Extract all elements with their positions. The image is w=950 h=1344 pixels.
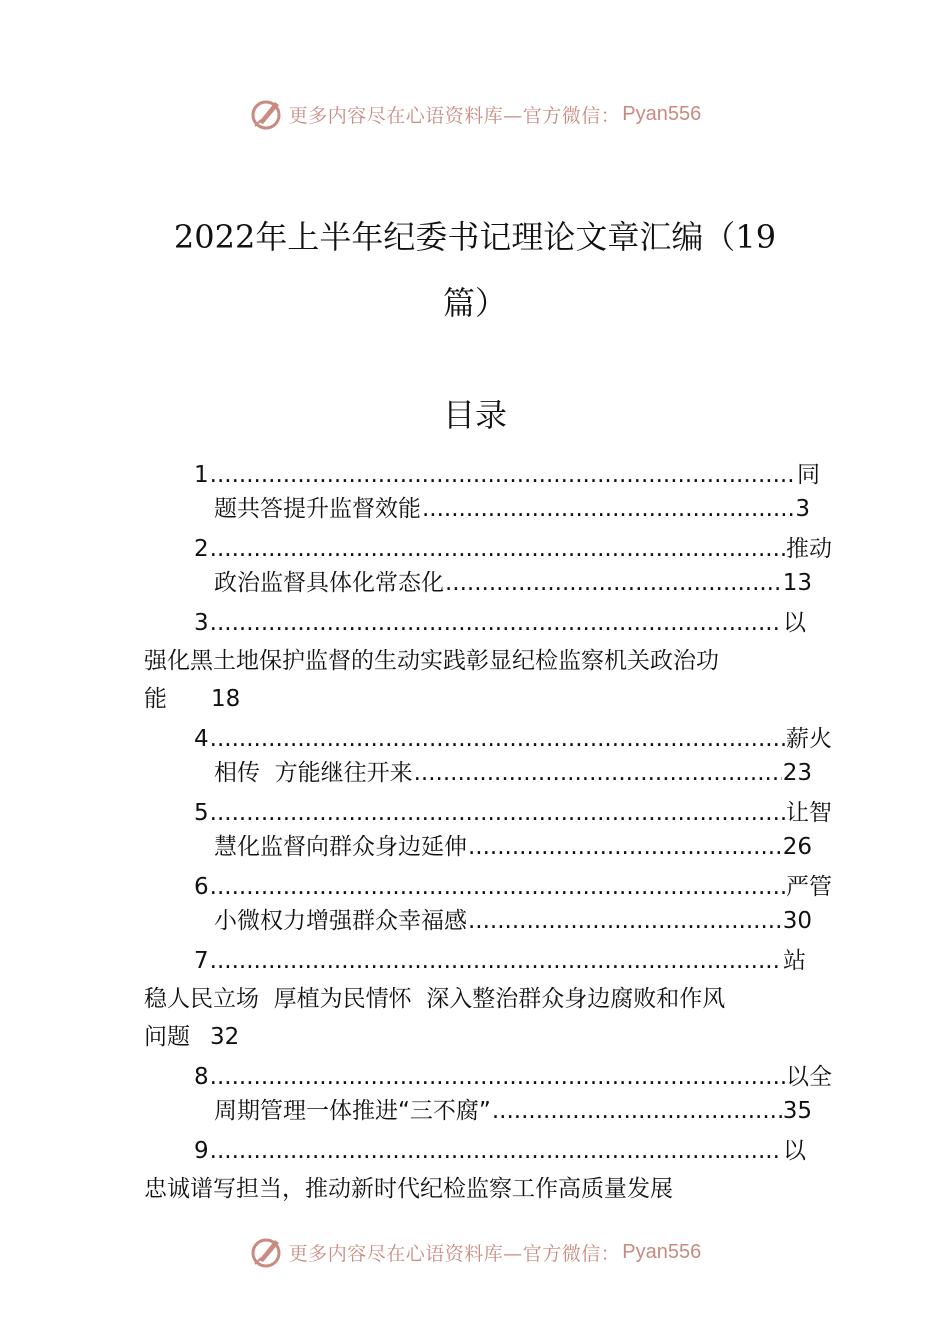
- toc-entry-8-line[interactable]: [194, 1060, 832, 1094]
- toc-entry-3-continuation[interactable]: 强化黑土地保护监督的生动实践彰显纪检监察机关政治功: [144, 648, 719, 674]
- toc-number: 6: [194, 874, 209, 900]
- dot-leader: [210, 458, 796, 492]
- dot-leader: [468, 830, 782, 864]
- toc-entry-4-line[interactable]: [194, 722, 832, 756]
- toc-title-rest: 能: [144, 686, 167, 712]
- dot-leader: [210, 722, 785, 756]
- toc-entry-2-continuation[interactable]: [214, 566, 812, 600]
- quill-logo-icon: [249, 96, 285, 132]
- toc-page-number: 30: [782, 908, 812, 934]
- toc-title-rest: 周期管理一体推进“三不腐”: [214, 1098, 491, 1124]
- toc-title-start: 推动: [786, 536, 832, 562]
- toc-entry-7-line[interactable]: [194, 944, 806, 978]
- dot-leader: [210, 870, 785, 904]
- toc-number: 3: [194, 610, 209, 636]
- dot-leader: [468, 904, 782, 938]
- dot-leader: [210, 1060, 785, 1094]
- toc-title-rest: 问题: [144, 1024, 190, 1050]
- toc-title-rest: 政治监督具体化常态化: [214, 570, 444, 596]
- watermark-footer: [0, 1232, 950, 1272]
- toc-entry-4-continuation[interactable]: [214, 756, 812, 790]
- dot-leader: [210, 944, 782, 978]
- toc-title-start: 同: [797, 462, 820, 488]
- toc-title-rest: 小微权力增强群众幸福感: [214, 908, 467, 934]
- watermark-text: 更多内容尽在心语资料库—官方微信：: [288, 1242, 621, 1265]
- toc-title-start: 以全: [786, 1064, 832, 1090]
- toc-title-rest: 相传 方能继往开来: [214, 760, 413, 786]
- toc-page-number: 32: [210, 1024, 240, 1050]
- document-title-line-1: 2022年上半年纪委书记理论文章汇编（19: [173, 218, 777, 256]
- toc-number: 2: [194, 536, 209, 562]
- toc-title-rest: 题共答提升监督效能: [214, 496, 421, 522]
- toc-entry-7-last[interactable]: [144, 1020, 239, 1054]
- toc-entry-6-line[interactable]: [194, 870, 832, 904]
- toc-entry-8-continuation[interactable]: [214, 1094, 812, 1128]
- dot-leader: [210, 532, 785, 566]
- toc-number: 8: [194, 1064, 209, 1090]
- toc-title-start: 以: [783, 1138, 806, 1164]
- toc-page-number: 26: [782, 834, 812, 860]
- toc-number: 5: [194, 800, 209, 826]
- dot-leader: [414, 756, 782, 790]
- toc-title-start: 站: [783, 948, 806, 974]
- toc-entry-5-continuation[interactable]: [214, 830, 812, 864]
- toc-entry-9-continuation[interactable]: 忠诚谱写担当，推动新时代纪检监察工作高质量发展: [144, 1176, 673, 1202]
- document-title-line-2: 篇）: [442, 284, 507, 322]
- toc-title-start: 以: [783, 610, 806, 636]
- dot-leader: [445, 566, 782, 600]
- toc-page-number: 23: [782, 760, 812, 786]
- dot-leader: [492, 1094, 782, 1128]
- toc-entry-3-last[interactable]: [144, 682, 240, 716]
- watermark-wechat-id: Pyan556: [622, 1240, 702, 1263]
- watermark-header: [0, 94, 950, 134]
- toc-entry-2-line[interactable]: [194, 532, 832, 566]
- toc-entry-1-line[interactable]: [194, 458, 820, 492]
- toc-title-start: 让智: [786, 800, 832, 826]
- toc-entry-6-continuation[interactable]: [214, 904, 812, 938]
- toc-title-start: 严管: [786, 874, 832, 900]
- toc-page-number: 3: [795, 496, 810, 522]
- quill-logo-icon: [249, 1234, 285, 1270]
- dot-leader: [210, 606, 782, 640]
- dot-leader: [210, 1134, 782, 1168]
- toc-title-rest: 慧化监督向群众身边延伸: [214, 834, 467, 860]
- toc-number: 4: [194, 726, 209, 752]
- toc-page-number: 35: [782, 1098, 812, 1124]
- toc-entry-7-continuation[interactable]: 稳人民立场 厚植为民情怀 深入整治群众身边腐败和作风: [144, 986, 726, 1012]
- toc-entry-3-line[interactable]: [194, 606, 806, 640]
- toc-entry-5-line[interactable]: [194, 796, 832, 830]
- dot-leader: [422, 492, 794, 526]
- toc-number: 1: [194, 462, 209, 488]
- watermark-text: 更多内容尽在心语资料库—官方微信：: [288, 104, 621, 127]
- toc-entry-9-line[interactable]: [194, 1134, 806, 1168]
- watermark-wechat-id: Pyan556: [622, 102, 702, 125]
- toc-entry-1-continuation[interactable]: [214, 492, 810, 526]
- toc-page-number: 13: [782, 570, 812, 596]
- dot-leader: [210, 796, 785, 830]
- toc-number: 7: [194, 948, 209, 974]
- toc-title-start: 薪火: [786, 726, 832, 752]
- toc-number: 9: [194, 1138, 209, 1164]
- toc-page-number: 18: [211, 686, 241, 712]
- toc-heading: 目录: [442, 396, 507, 434]
